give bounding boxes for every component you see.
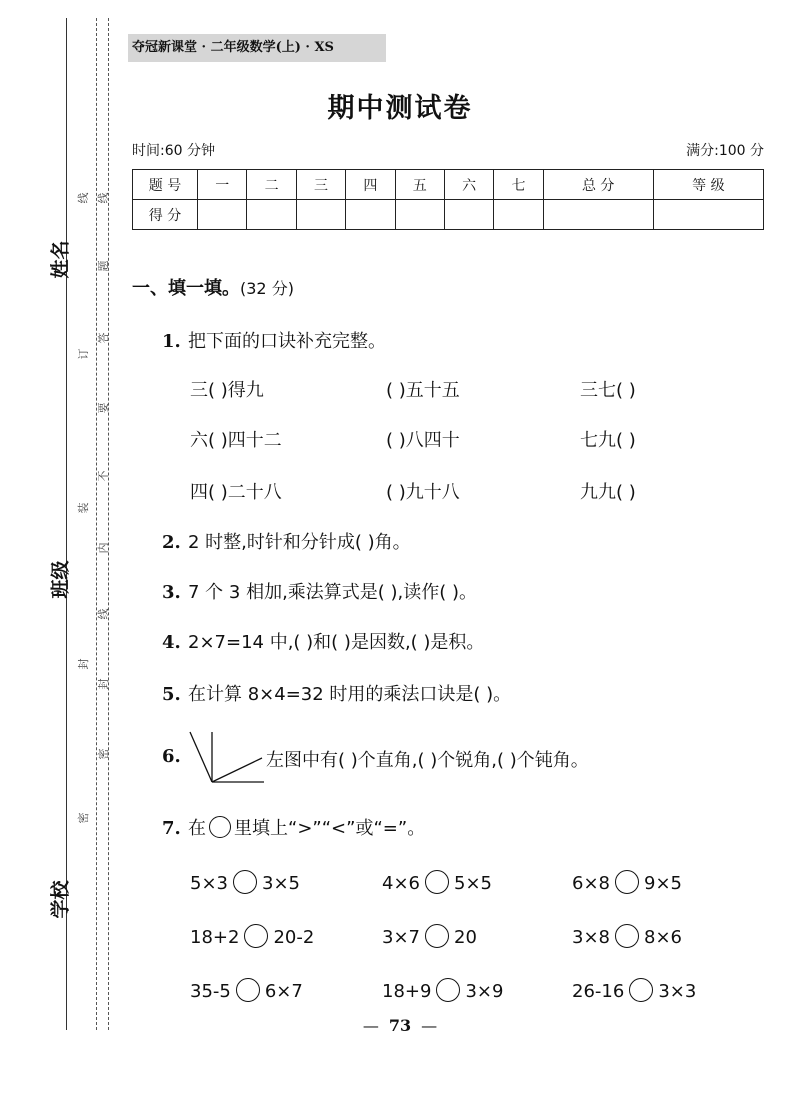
section-points: (32 分)	[240, 279, 294, 298]
compare-circle[interactable]	[244, 924, 268, 948]
compare-item	[190, 870, 300, 894]
score-table-cell: 题 号	[133, 170, 198, 200]
compare-circle[interactable]	[236, 978, 260, 1002]
rhyme-blank[interactable]: 三( )得九	[190, 380, 264, 401]
score-input-cell[interactable]	[494, 200, 543, 230]
binding-char: 订	[77, 348, 90, 360]
binding-char: 题	[97, 260, 110, 272]
compare-left: 3×7	[382, 927, 420, 948]
score-input-cell[interactable]	[296, 200, 345, 230]
question-number: 2.	[162, 532, 181, 553]
compare-left: 6×8	[572, 873, 610, 894]
question-2[interactable]	[162, 528, 411, 554]
binding-char: 要	[97, 402, 110, 414]
question-text: 2×7=14 中,( )和( )是因数,( )是积。	[188, 632, 485, 653]
name-label: 姓名	[49, 240, 72, 279]
compare-right: 5×5	[454, 873, 492, 894]
compare-left: 5×3	[190, 873, 228, 894]
compare-item	[190, 978, 303, 1002]
circle-icon	[209, 816, 231, 838]
binding-margin-line	[66, 18, 67, 1030]
angle-figure	[186, 730, 266, 788]
question-number: 3.	[162, 582, 181, 603]
score-table	[132, 169, 764, 230]
score-input-cell[interactable]	[653, 200, 763, 230]
question-3[interactable]	[162, 578, 477, 604]
compare-right: 3×5	[262, 873, 300, 894]
score-input-cell[interactable]	[395, 200, 444, 230]
footer-dash: —	[362, 1016, 379, 1035]
compare-circle[interactable]	[615, 870, 639, 894]
score-input-cell[interactable]	[543, 200, 653, 230]
compare-item	[382, 870, 492, 894]
score-input-cell[interactable]	[247, 200, 296, 230]
binding-char: 不	[97, 470, 110, 482]
compare-item	[572, 978, 696, 1002]
rhyme-blank[interactable]: 三七( )	[580, 380, 636, 401]
question-6-text: 左图中有( )个直角,( )个锐角,( )个钝角。	[266, 750, 589, 771]
compare-left: 3×8	[572, 927, 610, 948]
section-title	[132, 274, 294, 300]
score-input-cell[interactable]	[346, 200, 395, 230]
binding-char: 线	[77, 192, 90, 204]
score-table-cell: 总 分	[543, 170, 653, 200]
compare-item	[382, 978, 503, 1002]
rhyme-blank[interactable]: 七九( )	[580, 430, 636, 451]
question-7	[162, 814, 425, 840]
question-text-after: 里填上“>”“<”或“=”。	[234, 818, 426, 839]
question-text: 把下面的口诀补充完整。	[188, 331, 386, 352]
page-number: 73	[388, 1016, 412, 1035]
question-number: 1.	[162, 331, 181, 352]
question-number: 5.	[162, 684, 181, 705]
binding-char: 封	[77, 658, 90, 670]
score-table-score-row	[133, 200, 764, 230]
binding-char: 装	[77, 502, 90, 514]
exam-time: 时间:60 分钟	[132, 143, 215, 159]
section-title-text: 一、填一填。	[132, 278, 240, 299]
compare-right: 3×3	[658, 981, 697, 1002]
score-table-cell: 三	[296, 170, 345, 200]
question-text: 在计算 8×4=32 时用的乘法口诀是( )。	[188, 684, 512, 705]
question-text: 7 个 3 相加,乘法算式是( ),读作( )。	[188, 582, 478, 603]
score-input-cell[interactable]	[198, 200, 247, 230]
score-table-cell: 六	[444, 170, 493, 200]
score-input-cell[interactable]	[444, 200, 493, 230]
question-5[interactable]	[162, 680, 511, 706]
binding-dashed-line-2	[108, 18, 109, 1030]
class-label: 班级	[49, 560, 72, 599]
compare-left: 35-5	[190, 981, 231, 1002]
page-title: 期中测试卷	[327, 93, 473, 124]
score-table-cell: 五	[395, 170, 444, 200]
rhyme-blank[interactable]: ( )九十八	[386, 482, 460, 503]
page-footer	[0, 1016, 800, 1035]
compare-item	[572, 924, 682, 948]
compare-right: 20	[454, 927, 477, 948]
compare-item	[382, 924, 477, 948]
binding-dashed-line-1	[96, 18, 97, 1030]
compare-left: 18+2	[190, 927, 240, 948]
question-number: 4.	[162, 632, 181, 653]
compare-item	[190, 924, 314, 948]
compare-left: 4×6	[382, 873, 420, 894]
question-1	[162, 327, 386, 353]
question-6[interactable]	[162, 746, 188, 767]
rhyme-blank[interactable]: 四( )二十八	[190, 482, 282, 503]
compare-circle[interactable]	[436, 978, 460, 1002]
compare-right: 3×9	[465, 981, 504, 1002]
score-table-cell: 一	[198, 170, 247, 200]
question-4[interactable]	[162, 628, 484, 654]
rhyme-blank[interactable]: ( )八四十	[386, 430, 460, 451]
binding-char: 内	[97, 542, 110, 554]
footer-dash: —	[421, 1016, 438, 1035]
binding-char: 密	[97, 748, 110, 760]
compare-right: 9×5	[644, 873, 682, 894]
compare-circle[interactable]	[233, 870, 257, 894]
rhyme-blank[interactable]: 九九( )	[580, 482, 636, 503]
score-table-header-row	[133, 170, 764, 200]
compare-left: 18+9	[382, 981, 432, 1002]
binding-char: 线	[97, 192, 110, 204]
compare-right: 8×6	[644, 927, 682, 948]
compare-circle[interactable]	[629, 978, 653, 1002]
question-text-before: 在	[188, 818, 206, 839]
series-tag: 夺冠新课堂 · 二年级数学(上) · XS	[128, 34, 386, 62]
score-table-cell: 二	[247, 170, 296, 200]
question-number: 7.	[162, 818, 181, 839]
score-table-cell: 等 级	[653, 170, 763, 200]
compare-circle[interactable]	[425, 924, 449, 948]
score-table-cell: 七	[494, 170, 543, 200]
rhyme-blank[interactable]: 六( )四十二	[190, 430, 282, 451]
binding-char: 封	[97, 678, 110, 690]
school-label: 学校	[49, 880, 72, 919]
question-text: 2 时整,时针和分针成( )角。	[188, 532, 411, 553]
question-number: 6.	[162, 746, 181, 767]
binding-char: 线	[97, 608, 110, 620]
rhyme-blank[interactable]: ( )五十五	[386, 380, 460, 401]
binding-char: 密	[77, 812, 90, 824]
compare-circle[interactable]	[615, 924, 639, 948]
binding-char: 答	[97, 332, 110, 344]
full-score: 满分:100 分	[686, 143, 764, 159]
compare-right: 20-2	[273, 927, 315, 948]
compare-circle[interactable]	[425, 870, 449, 894]
compare-left: 26-16	[572, 981, 625, 1002]
score-table-cell: 得 分	[133, 200, 198, 230]
compare-item	[572, 870, 682, 894]
compare-right: 6×7	[264, 981, 303, 1002]
score-table-cell: 四	[346, 170, 395, 200]
